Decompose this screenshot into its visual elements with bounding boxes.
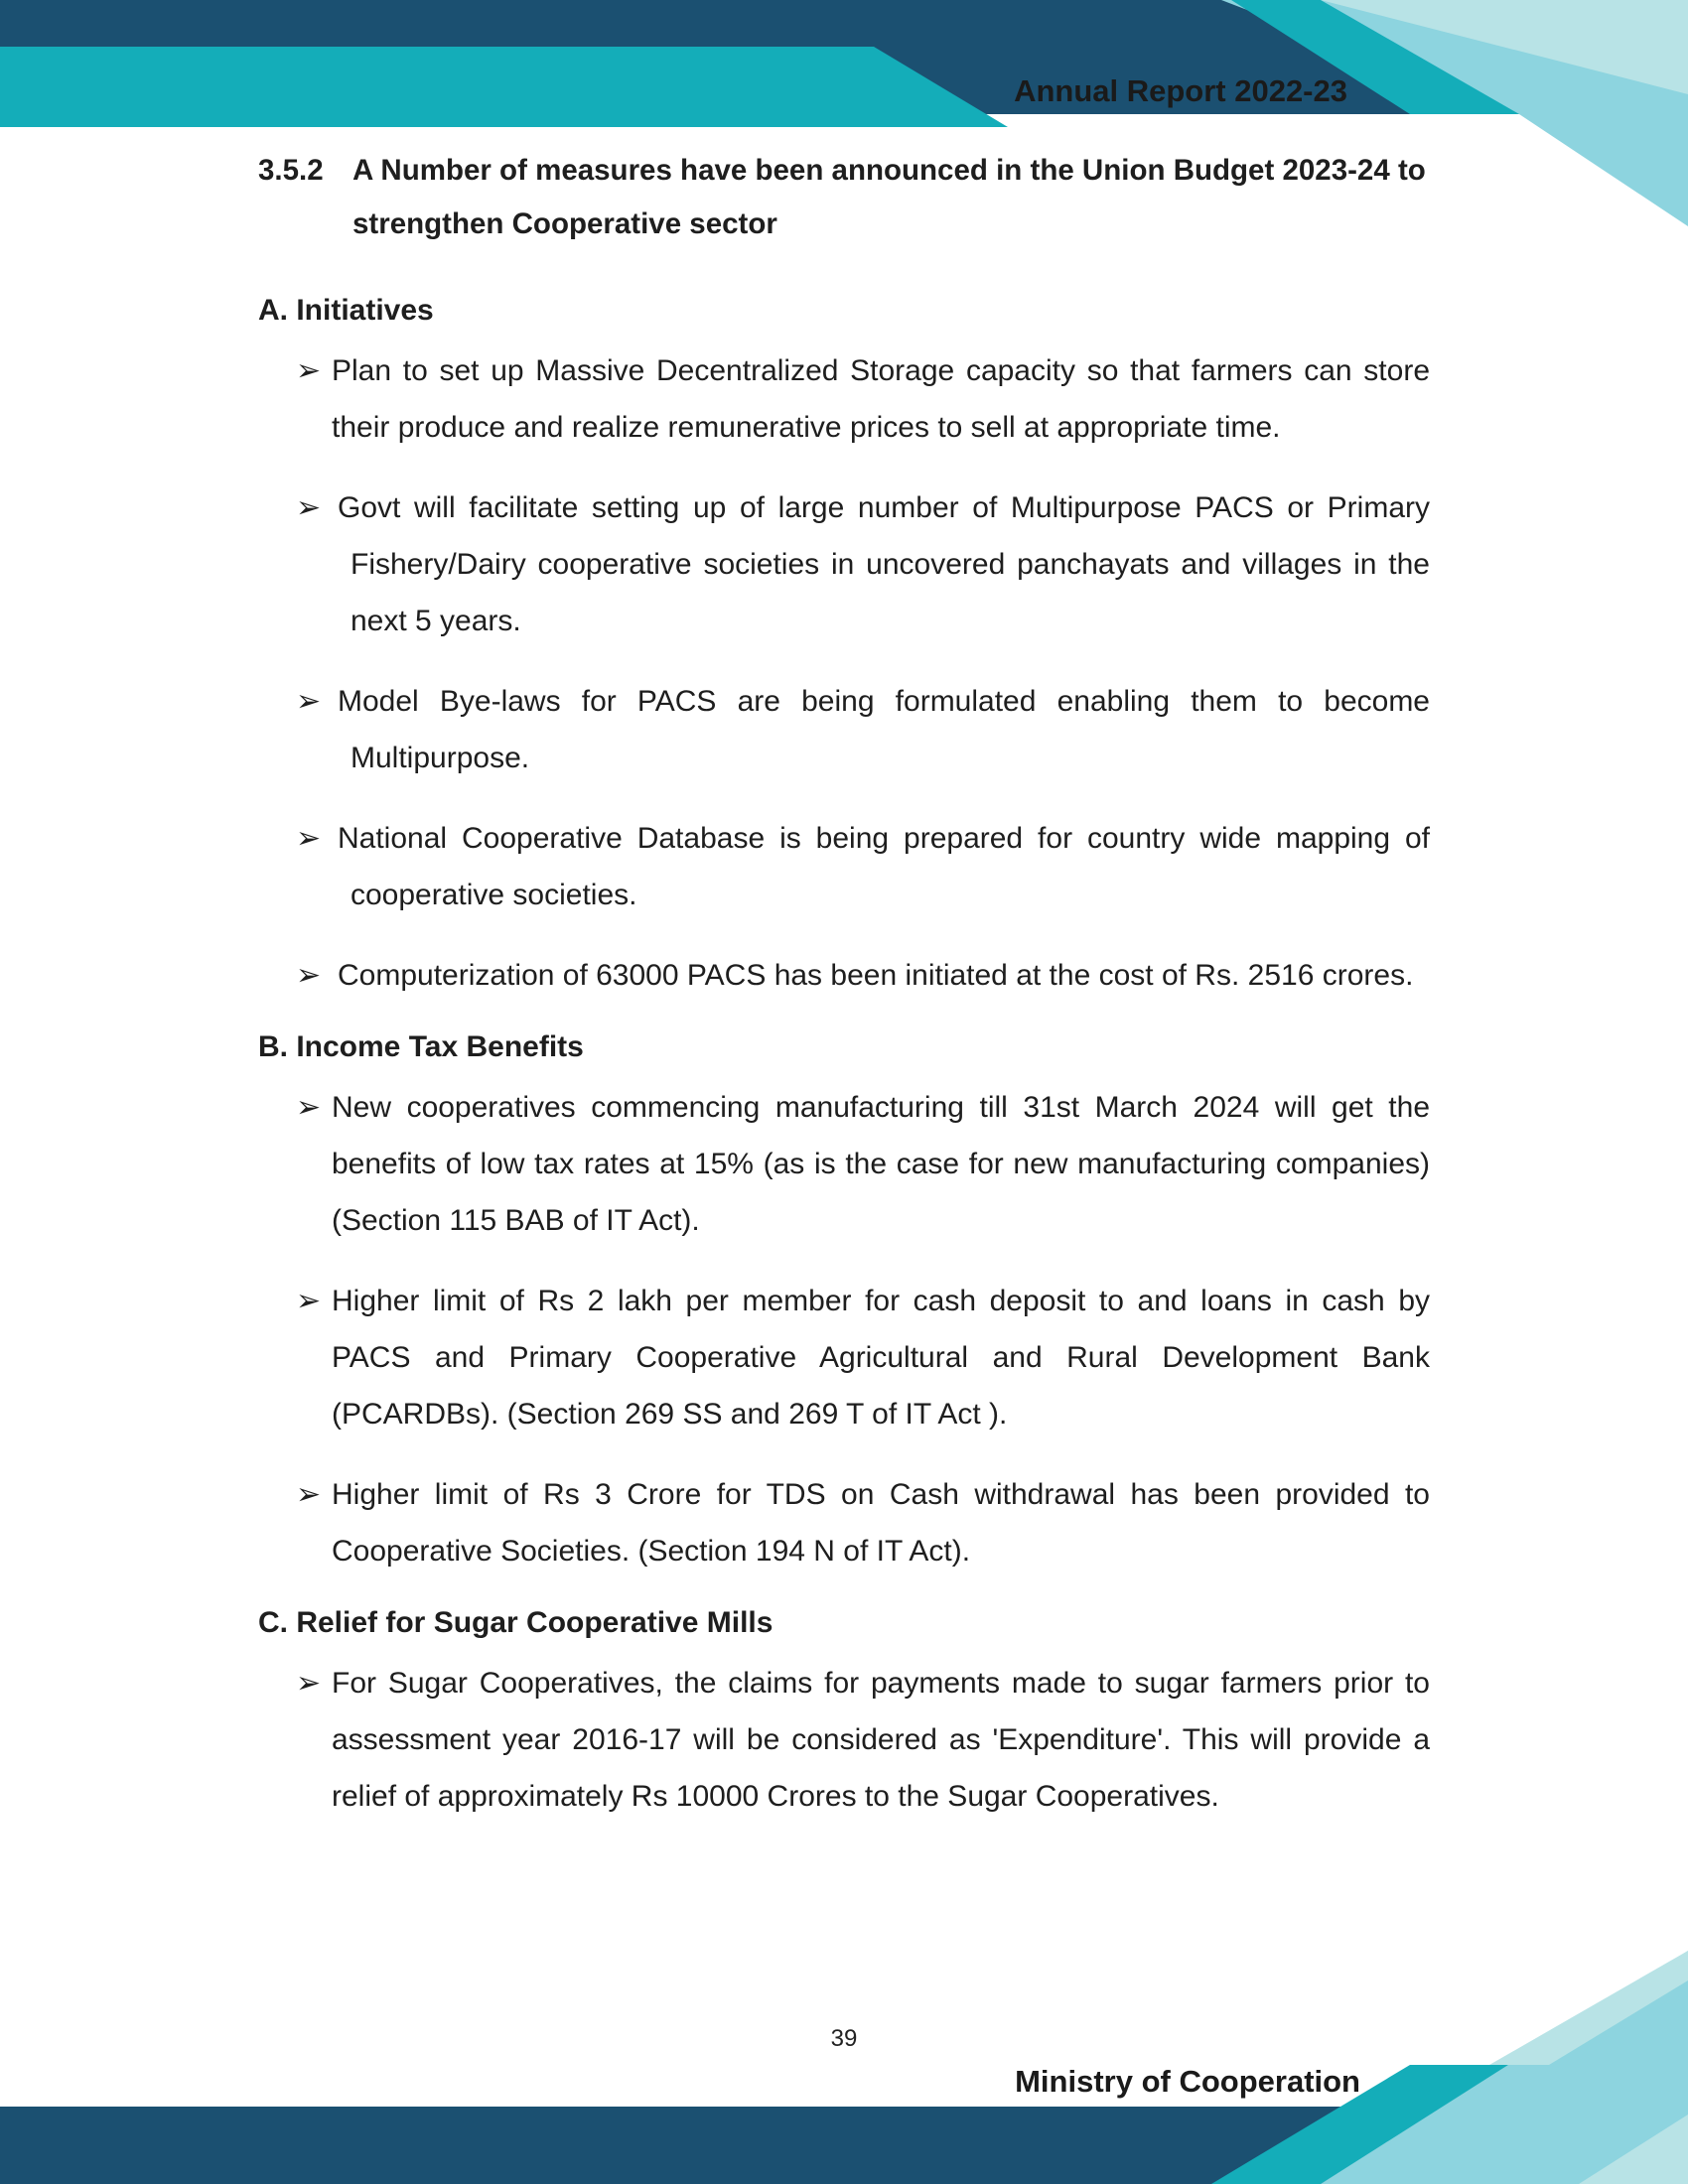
arrow-bullet-icon: ➢ <box>296 1667 322 1700</box>
bullet-item <box>258 479 1430 649</box>
bullet-text: Computerization of 63000 PACS has been initiated at the cost of Rs. 2516 crores. <box>338 959 1414 992</box>
bullet-item <box>258 810 1430 923</box>
subsection-heading: A. Initiatives <box>258 294 434 327</box>
arrow-bullet-icon: ➢ <box>296 822 322 855</box>
section-title: A Number of measures have been announced in the Union Budget 2023-24 to strengthen Cooperative sector <box>352 154 1426 240</box>
bullet-text: Model Bye-laws for PACS are being formulated enabling them to become Multipurpose. <box>338 685 1430 774</box>
bullet-item <box>258 1655 1430 1825</box>
subsections <box>258 291 1430 1825</box>
bullet-item <box>258 1273 1430 1442</box>
page-number: 39 <box>830 2025 858 2052</box>
bullet-text: Higher limit of Rs 3 Crore for TDS on Cash withdrawal has been provided to Cooperative Societies. (Section 194 N of IT Act). <box>332 1478 1430 1568</box>
footer-ministry: Ministry of Cooperation <box>1015 2064 1360 2099</box>
header-title: Annual Report 2022-23 <box>1014 73 1347 108</box>
arrow-bullet-icon: ➢ <box>296 1478 322 1511</box>
bullet-item <box>258 342 1430 456</box>
subsection-heading: C. Relief for Sugar Cooperative Mills <box>258 1606 774 1639</box>
arrow-bullet-icon: ➢ <box>296 354 322 387</box>
bullet-list <box>258 342 1430 1004</box>
arrow-bullet-icon: ➢ <box>296 959 322 992</box>
arrow-bullet-icon: ➢ <box>296 1091 322 1124</box>
bullet-list <box>258 1655 1430 1825</box>
bullet-item <box>258 1466 1430 1579</box>
section-number: 3.5.2 <box>258 154 324 187</box>
bullet-text: For Sugar Cooperatives, the claims for payments made to sugar farmers prior to assessment year 2016-17 will be considered as 'Expenditure'. This will provide a relief of approximately Rs 10000 Crores to the Sugar Cooperatives. <box>332 1667 1430 1813</box>
bullet-text: Govt will facilitate setting up of large number of Multipurpose PACS or Primary Fishery/Dairy cooperative societies in uncovered panchayats and villages in the next 5 years. <box>338 491 1430 637</box>
bullet-text: Plan to set up Massive Decentralized Storage capacity so that farmers can store their produce and realize remunerative prices to sell at appropriate time. <box>332 354 1430 444</box>
arrow-bullet-icon: ➢ <box>296 491 322 524</box>
bullet-item <box>258 1079 1430 1249</box>
bullet-text: Higher limit of Rs 2 lakh per member for cash deposit to and loans in cash by PACS and Primary Cooperative Agricultural and Rural Development Bank (PCARDBs). (Section 269 SS and 269 T of IT Act ). <box>332 1285 1430 1431</box>
bullet-list <box>258 1079 1430 1579</box>
bullet-item <box>258 673 1430 786</box>
page-content <box>258 144 1430 1848</box>
bullet-text: National Cooperative Database is being prepared for country wide mapping of cooperative societies. <box>338 822 1430 911</box>
bullet-item <box>258 947 1430 1004</box>
header-teal-band <box>0 47 1008 127</box>
bullet-text: New cooperatives commencing manufacturing till 31st March 2024 will get the benefits of low tax rates at 15% (as is the case for new manufacturing companies) (Section 115 BAB of IT Act). <box>332 1091 1430 1237</box>
arrow-bullet-icon: ➢ <box>296 685 322 718</box>
subsection-heading: B. Income Tax Benefits <box>258 1030 584 1063</box>
section-heading <box>258 144 1430 251</box>
arrow-bullet-icon: ➢ <box>296 1285 322 1317</box>
